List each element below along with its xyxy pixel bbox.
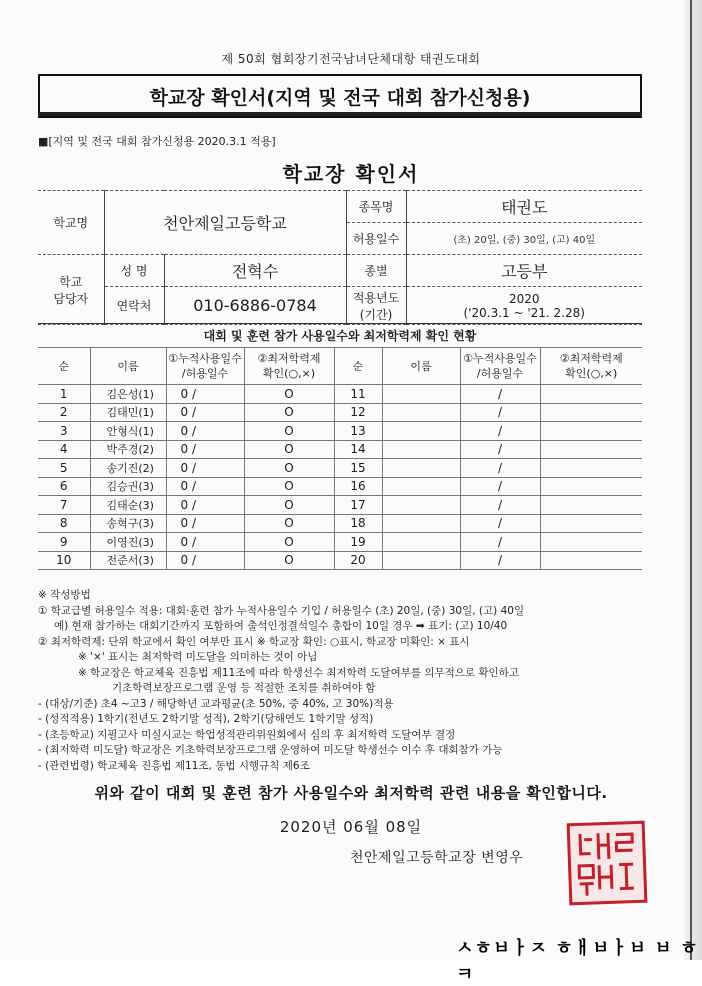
header-name-right: 이름 xyxy=(382,348,460,385)
row-days: 0 / xyxy=(166,533,244,552)
row-no: 10 xyxy=(38,551,90,570)
note-5: - (대상/기준) 초4 ~고3 / 해당학년 교과평균(초 50%, 중 40%, 고 30%)적용 xyxy=(38,697,394,710)
row-check: O xyxy=(244,496,334,515)
row-name-right xyxy=(382,403,460,422)
row-days-right: / xyxy=(460,385,540,404)
row-days-right: / xyxy=(460,496,540,515)
row-check-right xyxy=(540,477,642,496)
form-applicable-note: ■[지역 및 전국 대회 참가신청용 2020.3.1 적용] xyxy=(38,135,276,148)
title-box-underline xyxy=(38,112,642,116)
confirmation-statement: 위와 같이 대회 및 훈련 참가 사용일수와 최저학력 관련 내용을 확인합니다. xyxy=(94,784,608,802)
row-name: 안형식(1) xyxy=(90,422,166,441)
row-days: 0 / xyxy=(166,440,244,459)
header-no: 순 xyxy=(38,348,90,385)
seal-icon xyxy=(570,824,645,902)
row-name: 김승권(3) xyxy=(90,477,166,496)
row-days: 0 / xyxy=(166,422,244,441)
row-name: 김은성(1) xyxy=(90,385,166,404)
table-row xyxy=(38,514,642,533)
header-name: 이름 xyxy=(90,348,166,385)
row-days-right: / xyxy=(460,403,540,422)
header-days-line2: /허용일수 xyxy=(181,367,229,380)
header-check-right-line1: ②최저학력제 xyxy=(559,352,623,365)
header-days-right xyxy=(460,348,540,385)
row-no: 4 xyxy=(38,440,90,459)
row-no: 2 xyxy=(38,403,90,422)
instructions xyxy=(38,588,658,774)
event-label: 종목명 xyxy=(346,191,406,223)
row-name: 이영진(3) xyxy=(90,533,166,552)
note-1: ① 학교급별 허용일수 적용: 대회·훈련 참가 누적사용일수 기입 / 허용일수 (초) 20일, (중) 30일, (고) 40일 xyxy=(38,604,525,617)
row-check: O xyxy=(244,551,334,570)
row-days-right: / xyxy=(460,440,540,459)
row-no-right: 16 xyxy=(334,477,382,496)
row-days: 0 / xyxy=(166,403,244,422)
row-days: 0 / xyxy=(166,385,244,404)
contact-value: 010-6886-0784 xyxy=(164,287,346,325)
row-days-right: / xyxy=(460,551,540,570)
row-name-right xyxy=(382,440,460,459)
row-name-right xyxy=(382,459,460,478)
school-name-value: 천안제일고등학교 xyxy=(104,191,346,255)
apply-year-value xyxy=(406,287,642,325)
row-days: 0 / xyxy=(166,551,244,570)
cutoff-text: ㅅㅎㅂㅏㅈ ㅎㅐㅂㅏㅂ ㅂ ㅎㅋ xyxy=(456,938,699,985)
row-name: 김태민(1) xyxy=(90,403,166,422)
row-name-right xyxy=(382,551,460,570)
row-no-right: 12 xyxy=(334,403,382,422)
row-check-right xyxy=(540,459,642,478)
note-9: - (관련법령) 학교체육 진흥법 제11조, 동법 시행규칙 제6조 xyxy=(38,759,310,772)
manager-name-label: 성 명 xyxy=(104,255,164,287)
row-no: 9 xyxy=(38,533,90,552)
row-days: 0 / xyxy=(166,496,244,515)
row-name: 박주경(2) xyxy=(90,440,166,459)
row-name: 송기진(2) xyxy=(90,459,166,478)
note-2: ② 최저학력제: 단위 학교에서 확인 여부만 표시 ※ 학교장 확인: ○표시, 학교장 미확인: × 표시 xyxy=(38,635,470,648)
apply-year-label-line2: (기간) xyxy=(359,307,393,322)
issue-date: 2020년 06월 08일 xyxy=(279,818,423,836)
row-check: O xyxy=(244,422,334,441)
athlete-roster-table xyxy=(38,347,642,570)
header-days-right-line1: ①누적사용일수 xyxy=(463,352,537,365)
row-name-right xyxy=(382,514,460,533)
row-check: O xyxy=(244,385,334,404)
row-no: 8 xyxy=(38,514,90,533)
row-check: O xyxy=(244,533,334,552)
row-check: O xyxy=(244,459,334,478)
row-no-right: 20 xyxy=(334,551,382,570)
row-days-right: / xyxy=(460,477,540,496)
note-3: ※ '×' 표시는 최저학력 미도달을 의미하는 것이 아님 xyxy=(78,651,318,663)
row-name-right xyxy=(382,422,460,441)
row-no-right: 18 xyxy=(334,514,382,533)
table-row xyxy=(38,551,642,570)
row-check-right xyxy=(540,551,642,570)
table-row xyxy=(38,440,642,459)
row-check-right xyxy=(540,440,642,459)
row-no: 6 xyxy=(38,477,90,496)
row-no-right: 14 xyxy=(334,440,382,459)
instructions-heading: ※ 작성방법 xyxy=(38,589,91,601)
note-8: - (최저학력 미도달) 학교장은 기초학력보장프로그램 운영하여 미도달 학생선수 이수 후 대회참가 가능 xyxy=(38,744,503,756)
manager-label-line2: 담당자 xyxy=(53,291,89,306)
contact-label: 연락처 xyxy=(104,287,164,325)
manager-label-line1: 학교 xyxy=(59,274,83,289)
table-row xyxy=(38,477,642,496)
row-no: 3 xyxy=(38,422,90,441)
row-name: 전준서(3) xyxy=(90,551,166,570)
row-check-right xyxy=(540,496,642,515)
row-no-right: 19 xyxy=(334,533,382,552)
division-value: 고등부 xyxy=(406,255,642,287)
roster-header-row xyxy=(38,348,642,385)
table-row xyxy=(38,385,642,404)
row-check-right xyxy=(540,533,642,552)
note-1-example: 예) 현재 참가하는 대회기간까지 포함하여 출석인정결석일수 총합이 10일 경우 ➡ 표기: (고) 10/40 xyxy=(54,620,508,632)
school-name-label: 학교명 xyxy=(38,191,104,255)
event-caption: 제 50회 협회장기전국남녀단체대항 태권도대회 xyxy=(221,52,481,66)
row-days-right: / xyxy=(460,514,540,533)
row-no-right: 15 xyxy=(334,459,382,478)
note-4: ※ 학교장은 학교체육 진흥법 제11조에 따라 학생선수 최저학력 도달여부를 의무적으로 확인하고 xyxy=(78,666,519,679)
header-check-right-line2: 확인(○,×) xyxy=(565,367,618,380)
row-check: O xyxy=(244,403,334,422)
header-days xyxy=(166,348,244,385)
row-check-right xyxy=(540,514,642,533)
row-name-right xyxy=(382,533,460,552)
principal-signature-line: 천안제일고등학교장 변영우 xyxy=(350,850,524,866)
header-days-line1: ①누적사용일수 xyxy=(168,352,242,365)
note-6: - (성적적용) 1학기(전년도 2학기말 성적), 2학기(당해연도 1학기말 성적) xyxy=(38,713,374,725)
header-check-line2: 확인(○,×) xyxy=(262,367,316,380)
row-check: O xyxy=(244,440,334,459)
header-check xyxy=(244,348,334,385)
table-row xyxy=(38,422,642,441)
row-check-right xyxy=(540,403,642,422)
row-no-right: 13 xyxy=(334,422,382,441)
apply-year-label-line1: 적용년도 xyxy=(352,290,400,305)
row-name: 송혁구(3) xyxy=(90,514,166,533)
row-name-right xyxy=(382,477,460,496)
document-title: 학교장 확인서 xyxy=(282,162,420,186)
header-no-right: 순 xyxy=(334,348,382,385)
row-no: 5 xyxy=(38,459,90,478)
row-check: O xyxy=(244,477,334,496)
row-no-right: 17 xyxy=(334,496,382,515)
apply-year-value-line1: 2020 xyxy=(508,291,540,306)
row-check-right xyxy=(540,422,642,441)
header-days-right-line2: /허용일수 xyxy=(476,367,524,380)
row-days: 0 / xyxy=(166,477,244,496)
form-title: 학교장 확인서(지역 및 전국 대회 참가신청용) xyxy=(149,86,531,109)
division-label: 종별 xyxy=(346,255,406,287)
allowed-days-label: 허용일수 xyxy=(346,223,406,255)
manager-label xyxy=(38,255,104,325)
apply-year-value-line2: ('20.3.1 ~ '21. 2.28) xyxy=(463,305,585,320)
row-check: O xyxy=(244,514,334,533)
row-no-right: 11 xyxy=(334,385,382,404)
row-name: 김태순(3) xyxy=(90,496,166,515)
row-name-right xyxy=(382,385,460,404)
manager-name-value: 전혁수 xyxy=(164,255,346,287)
header-check-line1: ②최저학력제 xyxy=(257,352,321,365)
row-no: 7 xyxy=(38,496,90,515)
row-no: 1 xyxy=(38,385,90,404)
allowed-days-value: (초) 20일, (중) 30일, (고) 40일 xyxy=(406,223,642,255)
row-check-right xyxy=(540,385,642,404)
row-days: 0 / xyxy=(166,459,244,478)
apply-year-label xyxy=(346,287,406,325)
table-row xyxy=(38,533,642,552)
status-section-title: 대회 및 훈련 참가 사용일수와 최저학력제 확인 현황 xyxy=(38,323,642,348)
table-row xyxy=(38,403,642,422)
note-4-cont: 기초학력보장프로그램 운영 등 적절한 조치를 취하여야 함 xyxy=(112,682,376,694)
header-check-right xyxy=(540,348,642,385)
table-row xyxy=(38,459,642,478)
row-days-right: / xyxy=(460,459,540,478)
official-seal-stamp xyxy=(567,821,648,906)
row-days-right: / xyxy=(460,422,540,441)
row-days: 0 / xyxy=(166,514,244,533)
row-name-right xyxy=(382,496,460,515)
school-info-table xyxy=(38,190,642,325)
note-7: - (초등학교) 지필고사 미실시교는 학업성적관리위원회에서 심의 후 최저학력 도달여부 결정 xyxy=(38,728,456,741)
row-days-right: / xyxy=(460,533,540,552)
table-row xyxy=(38,496,642,515)
event-value: 태권도 xyxy=(406,191,642,223)
